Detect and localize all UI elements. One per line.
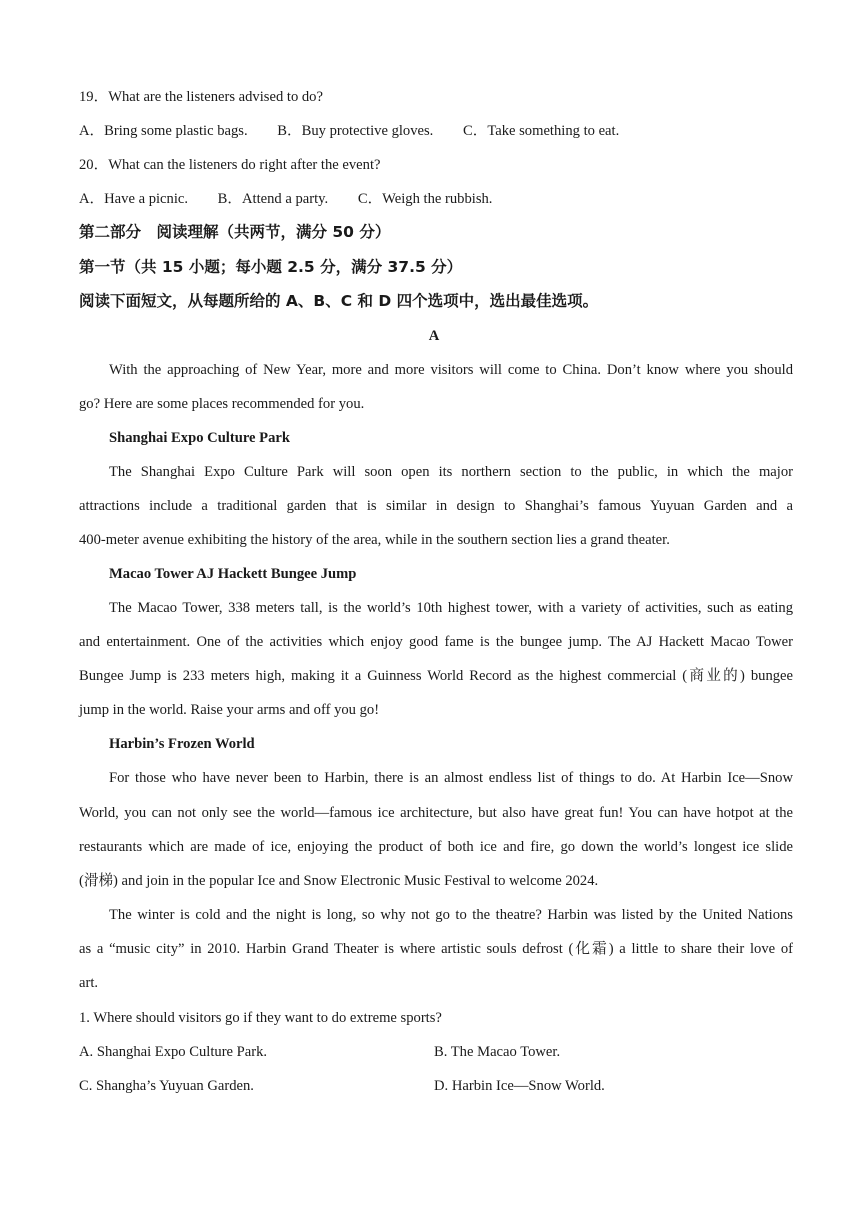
q19-option-b: B．Buy protective gloves. (277, 123, 434, 139)
reading-instruction: 阅读下面短文，从每题所给的 A、B、C 和 D 四个选项中，选出最佳选项。 (79, 292, 599, 310)
question-19-stem: 19．What are the listeners advised to do? (79, 89, 323, 105)
place3-para2-line-3: art. (79, 975, 99, 991)
q20-option-b: B．Attend a party. (217, 191, 329, 207)
place2-line-2: and entertainment. One of the activities which enjoy good fame is the bungee jump. The AJ Hackett Macao Tower (79, 634, 793, 650)
place2-line-4: jump in the world. Raise your arms and off you go! (79, 702, 380, 718)
place3-line-4: (滑梯) and join in the popular Ice and Snow Electronic Music Festival to welcome 2024. (79, 873, 599, 889)
q19-option-a: A．Bring some plastic bags. (79, 123, 248, 139)
place1-line-1: The Shanghai Expo Culture Park will soon open its northern section to the public, in which the major (109, 464, 793, 480)
place1-line-3: 400-meter avenue exhibiting the history of the area, while in the southern section lies a grand theater. (79, 532, 670, 548)
q1-option-b: B. The Macao Tower. (434, 1044, 561, 1060)
question-1-stem: 1. Where should visitors go if they want to do extreme sports? (79, 1010, 442, 1026)
place1-line-2: attractions include a traditional garden that is similar in design to Shanghai’s famous Yuyuan Garden and a (79, 498, 793, 514)
place3-line-3: restaurants which are made of ice, enjoying the product of both ice and fire, go down the world’s longest ice slide (79, 839, 793, 855)
question-19-options (79, 121, 793, 141)
q19-option-c: C．Take something to eat. (463, 123, 620, 139)
intro-line-2: go? Here are some places recommended for you. (79, 396, 365, 412)
question-1-row-2 (79, 1076, 793, 1096)
part2-heading: 第二部分 阅读理解（共两节，满分 50 分） (79, 223, 391, 241)
place3-line-1: For those who have never been to Harbin, there is an almost endless list of things to do. At Harbin Ice—Snow (109, 770, 793, 786)
q1-option-a: A. Shanghai Expo Culture Park. (79, 1044, 268, 1060)
q1-option-d: D. Harbin Ice—Snow World. (434, 1078, 605, 1094)
q1-option-c: C. Shangha’s Yuyuan Garden. (79, 1078, 254, 1094)
place2-line-1: The Macao Tower, 338 meters tall, is the world’s 10th highest tower, with a variety of activities, such as eating (109, 600, 793, 616)
question-20-stem: 20．What can the listeners do right after the event? (79, 157, 381, 173)
place2-title: Macao Tower AJ Hackett Bungee Jump (109, 566, 357, 582)
place2-line-3: Bungee Jump is 233 meters high, making it a Guinness World Record as the highest commercial (商业的) bungee (79, 668, 793, 684)
place3-line-2: World, you can not only see the world—famous ice architecture, but also have great fun! You can have hotpot at the (79, 805, 793, 821)
place3-para2-line-2: as a “music city” in 2010. Harbin Grand Theater is where artistic souls defrost (化霜) a little to share their love of (79, 941, 793, 957)
question-1-row-1 (79, 1042, 793, 1062)
passage-letter: A (428, 328, 440, 344)
intro-line-1: With the approaching of New Year, more and more visitors will come to China. Don’t know where you should (109, 362, 793, 378)
place1-title: Shanghai Expo Culture Park (109, 430, 290, 446)
question-20-options (79, 189, 793, 209)
q20-option-c: C．Weigh the rubbish. (357, 191, 493, 207)
place3-title: Harbin’s Frozen World (109, 736, 255, 752)
section1-heading: 第一节（共 15 小题；每小题 2.5 分，满分 37.5 分） (79, 258, 463, 276)
place3-para2-line-1: The winter is cold and the night is long, so why not go to the theatre? Harbin was listed by the United Nations (109, 907, 793, 923)
q20-option-a: A．Have a picnic. (79, 191, 189, 207)
